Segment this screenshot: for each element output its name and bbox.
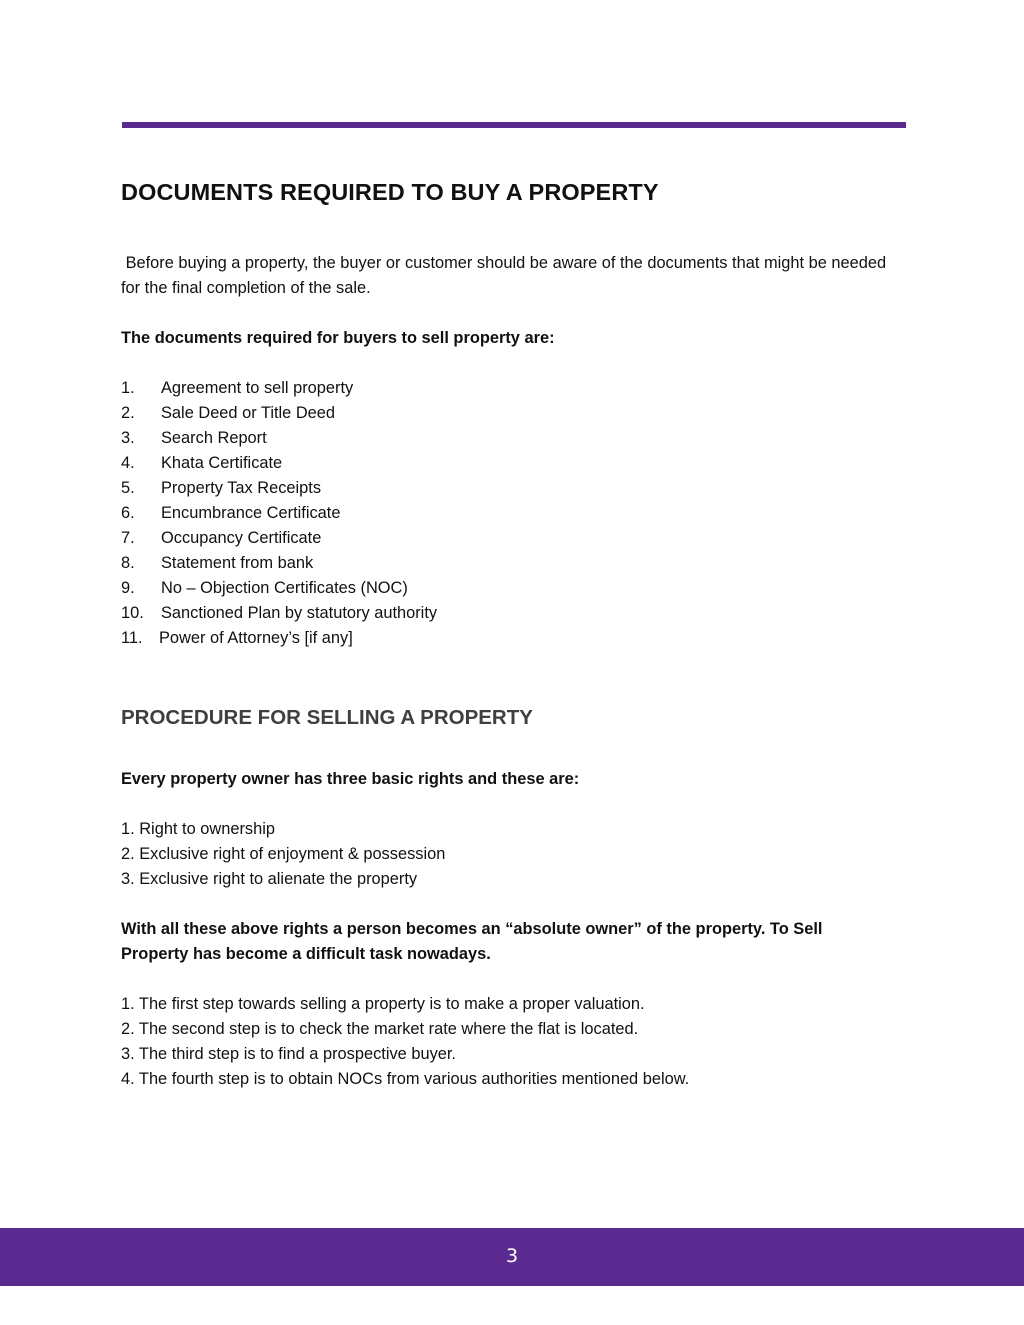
list-item: 4. Khata Certificate bbox=[121, 454, 283, 472]
list-item: 2. Sale Deed or Title Deed bbox=[121, 404, 336, 422]
list-item: 11. Power of Attorney’s [if any] bbox=[121, 629, 353, 647]
list-item: 9. No – Objection Certificates (NOC) bbox=[121, 579, 408, 597]
list-item: 2. Exclusive right of enjoyment & possession bbox=[121, 845, 446, 863]
page-number: 3 bbox=[505, 1245, 519, 1267]
list-item: 4. The fourth step is to obtain NOCs from various authorities mentioned below. bbox=[121, 1070, 690, 1088]
intro-paragraph: Before buying a property, the buyer or customer should be aware of the documents that might be needed for the final completion of the sale. bbox=[121, 254, 891, 297]
documents-subheading: The documents required for buyers to sell property are: bbox=[121, 329, 555, 347]
list-item: 5. Property Tax Receipts bbox=[121, 479, 322, 497]
list-item: 7. Occupancy Certificate bbox=[121, 529, 322, 547]
rights-list bbox=[121, 817, 911, 892]
list-item: 8. Statement from bank bbox=[121, 554, 314, 572]
top-accent-rule bbox=[122, 122, 906, 128]
steps-list bbox=[121, 992, 911, 1092]
page-content bbox=[121, 176, 911, 1092]
rights-heading: Every property owner has three basic rights and these are: bbox=[121, 770, 580, 788]
list-item: 6. Encumbrance Certificate bbox=[121, 504, 341, 522]
list-item: 1. Right to ownership bbox=[121, 820, 275, 838]
owner-note: With all these above rights a person becomes an “absolute owner” of the property. To Sell Property has become a difficult task nowadays. bbox=[121, 920, 823, 963]
footer-bar bbox=[0, 1228, 1024, 1286]
list-item: 2. The second step is to check the market rate where the flat is located. bbox=[121, 1020, 639, 1038]
list-item: 3. Exclusive right to alienate the property bbox=[121, 870, 418, 888]
list-item: 3. Search Report bbox=[121, 429, 267, 447]
section-title-procedure: PROCEDURE FOR SELLING A PROPERTY bbox=[121, 706, 533, 729]
list-item: 1. The first step towards selling a property is to make a proper valuation. bbox=[121, 995, 645, 1013]
list-item: 3. The third step is to find a prospective buyer. bbox=[121, 1045, 456, 1063]
list-item: 10. Sanctioned Plan by statutory authority bbox=[121, 604, 438, 622]
documents-list bbox=[121, 376, 911, 651]
section-title-documents: DOCUMENTS REQUIRED TO BUY A PROPERTY bbox=[121, 179, 659, 205]
list-item: 1. Agreement to sell property bbox=[121, 379, 354, 397]
